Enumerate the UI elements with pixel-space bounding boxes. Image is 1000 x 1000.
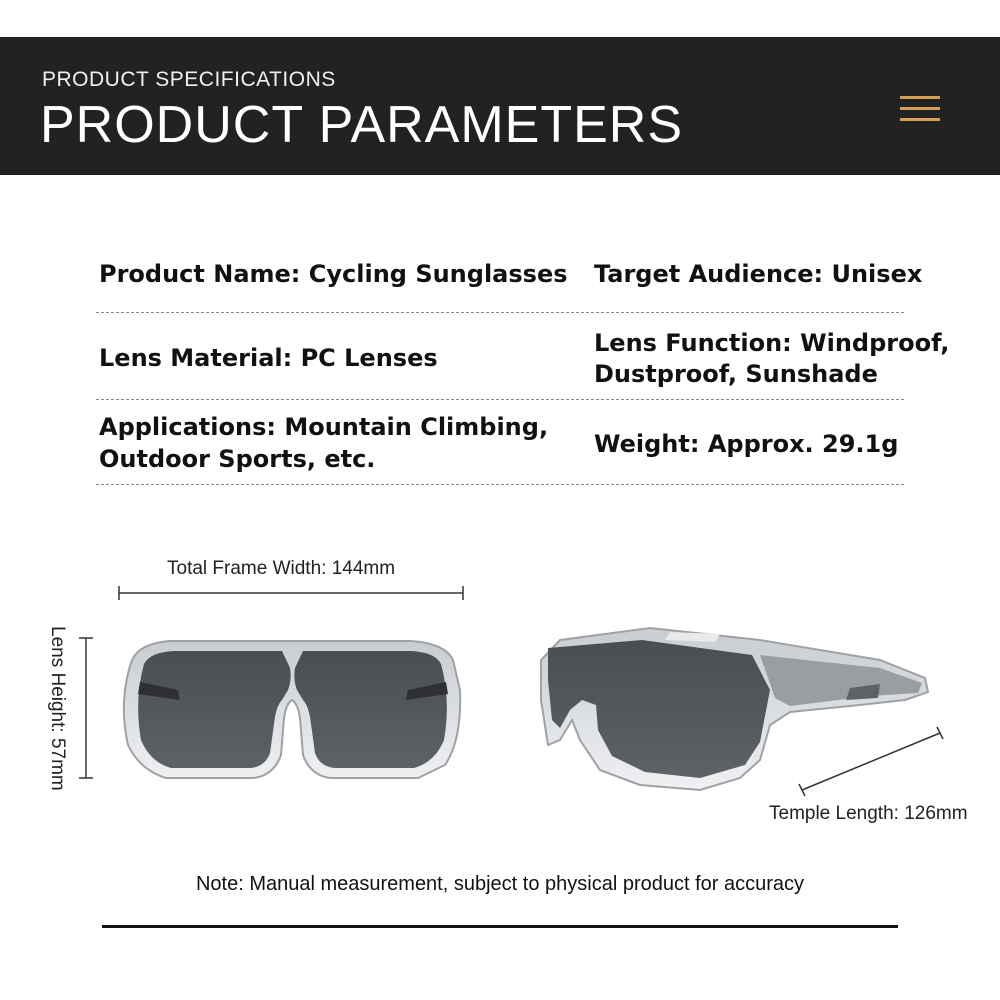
lens-height-label-text: Lens Height: 57mm [47,626,68,791]
spec-weight: Weight: Approx. 29.1g [594,430,899,458]
header-subtitle: PRODUCT SPECIFICATIONS [42,68,336,91]
spec-applications-line2: Outdoor Sports, etc. [99,445,376,473]
header-title: PRODUCT PARAMETERS [40,96,684,154]
temple-length-label: Temple Length: 126mm [769,803,968,824]
lens-height-label [46,626,68,791]
spec-lens-material: Lens Material: PC Lenses [99,344,438,372]
spec-applications-line1: Applications: Mountain Climbing, [99,413,549,441]
spec-lens-function-line2: Dustproof, Sunshade [594,360,878,388]
frame-width-label: Total Frame Width: 144mm [167,558,396,579]
sunglasses-front-view [124,641,460,778]
spec-target-audience: Target Audience: Unisex [594,260,923,288]
spec-lens-function-line1: Lens Function: Windproof, [594,329,950,357]
sunglasses-side-view [541,628,928,790]
lens-height-dimension-line [79,638,93,778]
temple-length-dimension-line [799,727,943,796]
frame-width-dimension-line [119,586,463,600]
spec-product-name: Product Name: Cycling Sunglasses [99,260,568,288]
measurement-note: Note: Manual measurement, subject to physical product for accuracy [195,873,805,895]
bottom-divider [102,925,898,928]
